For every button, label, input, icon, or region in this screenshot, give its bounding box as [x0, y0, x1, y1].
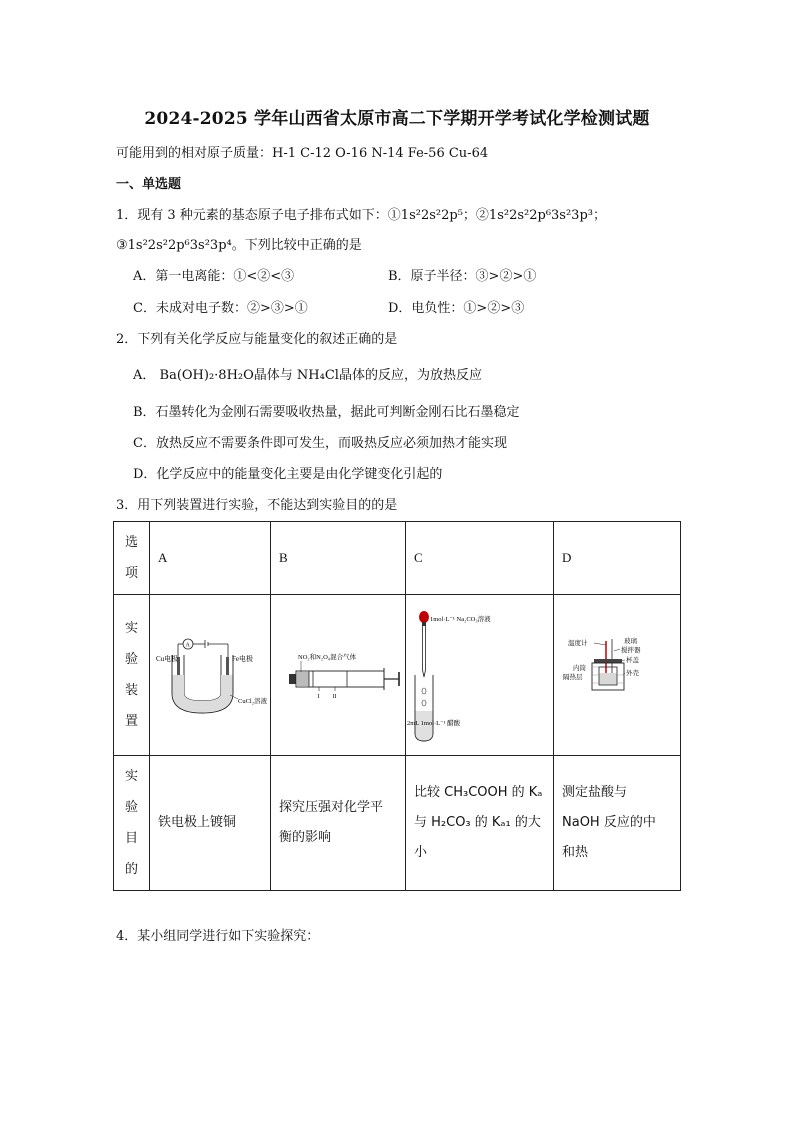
atomic-mass-line: 可能用到的相对原子质量：H-1 C-12 O-16 N-14 Fe-56 Cu-64 — [116, 146, 489, 161]
q1-option-a[interactable]: A．第一电离能：①<②<③ — [133, 269, 295, 284]
electroplating-diagram — [150, 595, 271, 751]
svg-text:外壳: 外壳 — [626, 670, 639, 677]
syringe-diagram — [271, 595, 406, 751]
svg-text:搅拌器: 搅拌器 — [621, 647, 641, 654]
q2-option-c[interactable]: C．放热反应不需要条件即可发生，而吸热反应必须加热才能实现 — [133, 436, 507, 451]
q1-stem-line1: 1．现有 3 种元素的基态原子电子排布式如下：①1s²2s²2p⁵；②1s²2s²2p⁶3s²3p³； — [116, 208, 606, 223]
table-row — [114, 595, 681, 756]
q1-option-d[interactable]: D．电负性：①>②>③ — [388, 301, 525, 316]
col-c[interactable]: C — [406, 522, 554, 595]
experiment-table — [113, 521, 681, 891]
table-row — [114, 522, 681, 595]
svg-text:1mol·L⁻¹ Na₂CO₃溶液: 1mol·L⁻¹ Na₂CO₃溶液 — [430, 616, 491, 623]
row-header-option: 选 项 — [114, 522, 150, 595]
svg-text:CuCl₂溶液: CuCl₂溶液 — [238, 698, 267, 705]
q3-stem: 3．用下列装置进行实验，不能达到实验目的的是 — [116, 498, 398, 513]
apparatus-d — [554, 595, 681, 756]
svg-text:II: II — [332, 694, 337, 700]
svg-text:Fe电极: Fe电极 — [232, 655, 253, 663]
section-heading: 一、单选题 — [116, 177, 182, 192]
q1-option-b[interactable]: B．原子半径：③>②>① — [388, 269, 537, 284]
table-row — [114, 756, 681, 891]
q4-stem: 4．某小组同学进行如下实验探究： — [116, 929, 320, 944]
calorimeter-diagram — [554, 595, 681, 751]
purpose-d: 测定盐酸与 NaOH 反应的中 和热 — [554, 756, 681, 891]
q2-option-a[interactable]: A． Ba(OH)₂·8H₂O晶体与 NH₄Cl晶体的反应，为放热反应 — [133, 368, 482, 383]
svg-text:Cu电极: Cu电极 — [156, 655, 179, 663]
svg-text:温度计: 温度计 — [568, 640, 588, 647]
apparatus-b — [271, 595, 406, 756]
purpose-b: 探究压强对化学平 衡的影响 — [271, 756, 406, 891]
row-header-apparatus: 实 验 装 置 — [114, 595, 150, 756]
q1-option-c[interactable]: C．未成对电子数：②>③>① — [133, 301, 308, 316]
page-title: 2024-2025 学年山西省太原市高二下学期开学考试化学检测试题 — [144, 109, 650, 129]
q2-option-d[interactable]: D．化学反应中的能量变化主要是由化学键变化引起的 — [133, 467, 443, 482]
dropper-diagram — [406, 595, 554, 751]
apparatus-a — [150, 595, 271, 756]
col-d[interactable]: D — [554, 522, 681, 595]
svg-text:玻璃: 玻璃 — [624, 638, 637, 645]
svg-text:隔热层: 隔热层 — [563, 674, 583, 681]
svg-text:NO₂和N₂O₄混合气体: NO₂和N₂O₄混合气体 — [298, 654, 357, 661]
apparatus-c — [406, 595, 554, 756]
q2-stem: 2．下列有关化学反应与能量变化的叙述正确的是 — [116, 332, 398, 347]
q1-stem-line2: ③1s²2s²2p⁶3s²3p⁴。下列比较中正确的是 — [116, 238, 362, 253]
svg-text:I: I — [317, 694, 320, 700]
col-a[interactable]: A — [150, 522, 271, 595]
row-header-purpose: 实 验 目 的 — [114, 756, 150, 891]
svg-text:杯盖: 杯盖 — [626, 657, 639, 664]
q2-option-b[interactable]: B．石墨转化为金刚石需要吸收热量，据此可判断金刚石比石墨稳定 — [133, 405, 520, 420]
col-b[interactable]: B — [271, 522, 406, 595]
svg-text:A: A — [185, 642, 190, 649]
purpose-c: 比较 CH₃COOH 的 Kₐ 与 H₂CO₃ 的 Kₐ₁ 的大 小 — [406, 756, 554, 891]
svg-text:内筒: 内筒 — [573, 665, 586, 672]
svg-text:2mL 1mol·L⁻¹ 醋酸: 2mL 1mol·L⁻¹ 醋酸 — [407, 720, 461, 727]
purpose-a: 铁电极上镀铜 — [150, 756, 271, 891]
